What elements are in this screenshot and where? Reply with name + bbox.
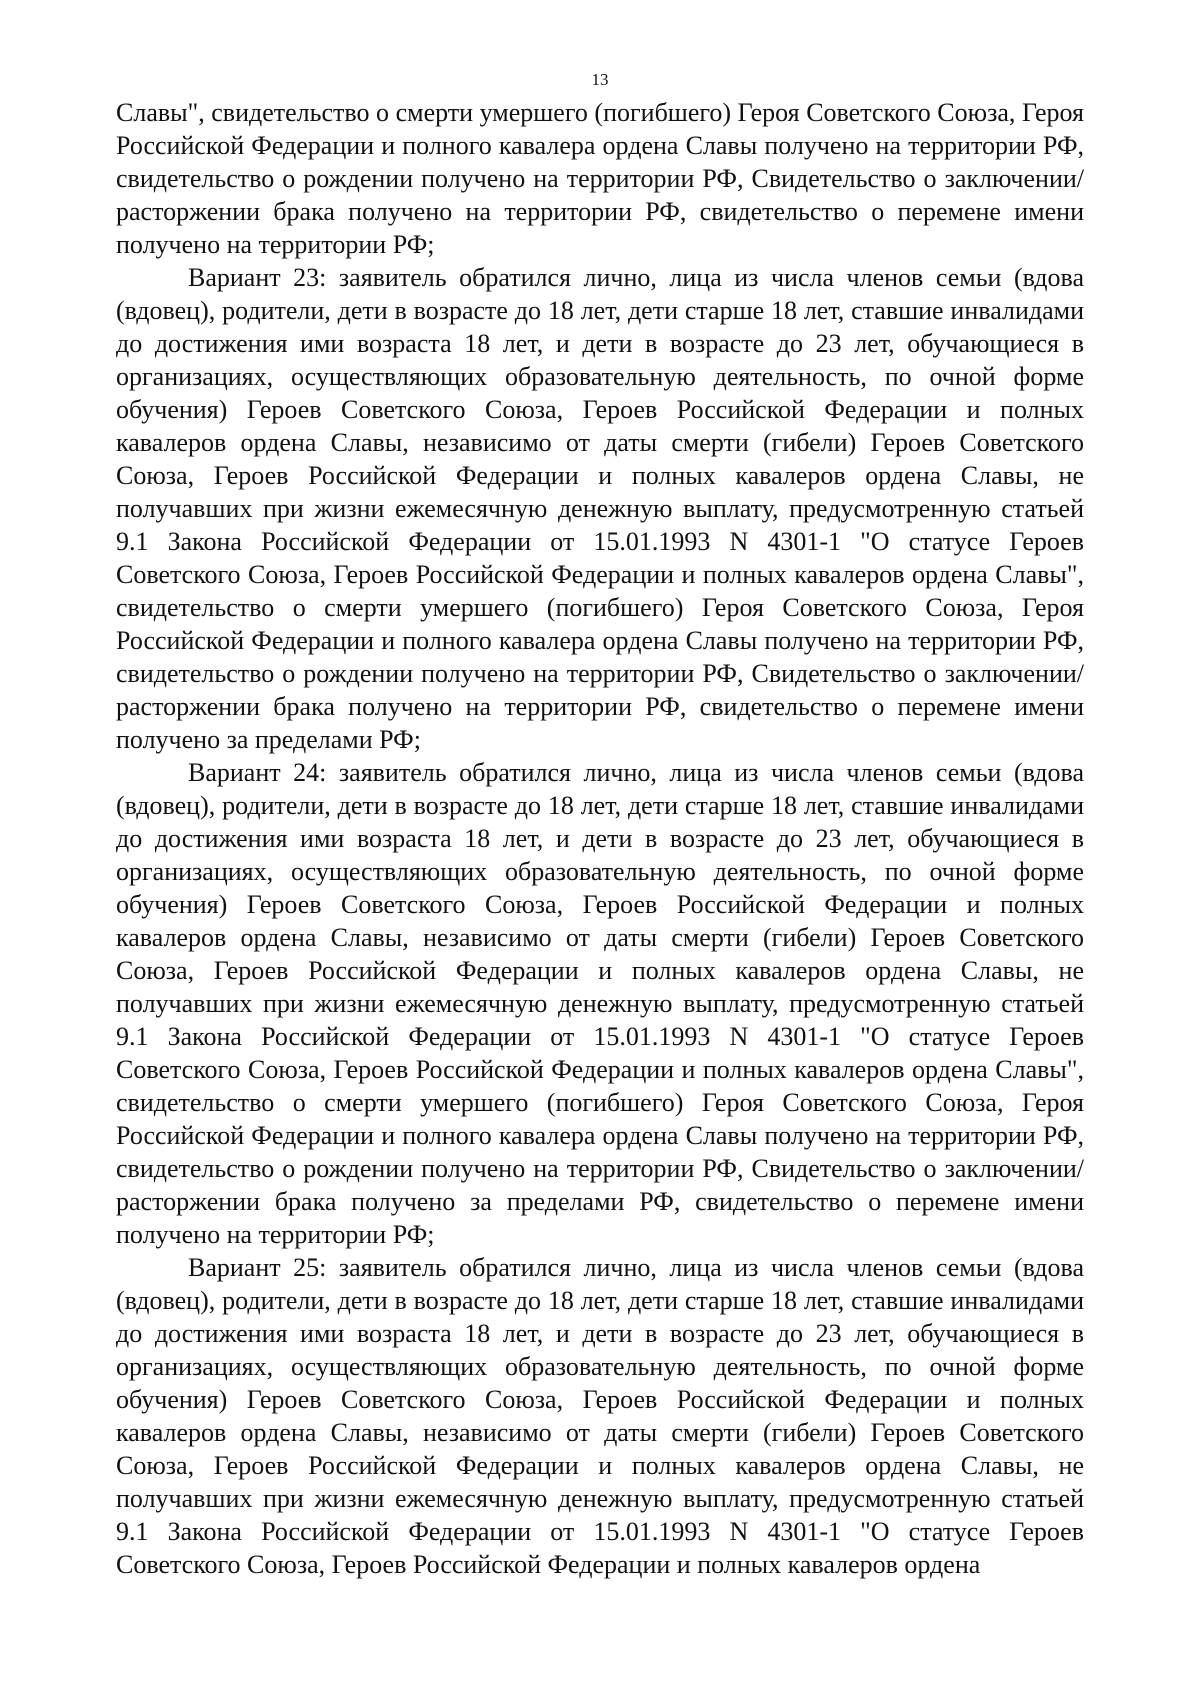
paragraph-variant-23: Вариант 23: заявитель обратился лично, лица из числа членов семьи (вдова (вдовец), родители, дети в возрасте до 18 лет, дети старше 18 лет, ставшие инвалидами до достижения ими возраста 18 лет, и дети в возрасте до 23 лет, обучающиеся в организациях, осуществляющих образовательную деятельность, по очной форме обучения) Героев Советского Союза, Героев Российской Федерации и полных кавалеров ордена Славы, независимо от даты смерти (гибели) Героев Советского Союза, Героев Российской Федерации и полных кавалеров ордена Славы, не получавших при жизни ежемесячную денежную выплату, предусмотренную статьей 9.1 Закона Российской Федерации от 15.01.1993 N 4301-1 "О статусе Героев Советского Союза, Героев Российской Федерации и полных кавалеров ордена Славы", свидетельство о смерти умершего (погибшего) Героя Советского Союза, Героя Российской Федерации и полного кавалера ордена Славы получено на территории РФ, свидетельство о рождении получено на территории РФ, Свидетельство о заключении/расторжении брака получено на территории РФ, свидетельство о перемене имени получено за пределами РФ;: [116, 263, 1084, 754]
document-body: [116, 96, 1084, 1581]
paragraph-variant-25: Вариант 25: заявитель обратился лично, лица из числа членов семьи (вдова (вдовец), родители, дети в возрасте до 18 лет, дети старше 18 лет, ставшие инвалидами до достижения ими возраста 18 лет, и дети в возрасте до 23 лет, обучающиеся в организациях, осуществляющих образовательную деятельность, по очной форме обучения) Героев Советского Союза, Героев Российской Федерации и полных кавалеров ордена Славы, независимо от даты смерти (гибели) Героев Советского Союза, Героев Российской Федерации и полных кавалеров ордена Славы, не получавших при жизни ежемесячную денежную выплату, предусмотренную статьей 9.1 Закона Российской Федерации от 15.01.1993 N 4301-1 "О статусе Героев Советского Союза, Героев Российской Федерации и полных кавалеров ордена: [116, 1253, 1084, 1579]
paragraph-continuation: Славы", свидетельство о смерти умершего (погибшего) Героя Советского Союза, Героя Российской Федерации и полного кавалера ордена Славы получено на территории РФ, свидетельство о рождении получено на территории РФ, Свидетельство о заключении/расторжении брака получено на территории РФ, свидетельство о перемене имени получено на территории РФ;: [116, 98, 1084, 259]
paragraph-variant-24: Вариант 24: заявитель обратился лично, лица из числа членов семьи (вдова (вдовец), родители, дети в возрасте до 18 лет, дети старше 18 лет, ставшие инвалидами до достижения ими возраста 18 лет, и дети в возрасте до 23 лет, обучающиеся в организациях, осуществляющих образовательную деятельность, по очной форме обучения) Героев Советского Союза, Героев Российской Федерации и полных кавалеров ордена Славы, независимо от даты смерти (гибели) Героев Советского Союза, Героев Российской Федерации и полных кавалеров ордена Славы, не получавших при жизни ежемесячную денежную выплату, предусмотренную статьей 9.1 Закона Российской Федерации от 15.01.1993 N 4301-1 "О статусе Героев Советского Союза, Героев Российской Федерации и полных кавалеров ордена Славы", свидетельство о смерти умершего (погибшего) Героя Советского Союза, Героя Российской Федерации и полного кавалера ордена Славы получено на территории РФ, свидетельство о рождении получено на территории РФ, Свидетельство о заключении/расторжении брака получено за пределами РФ, свидетельство о перемене имени получено на территории РФ;: [116, 758, 1084, 1249]
page-number: 13: [591, 70, 609, 89]
